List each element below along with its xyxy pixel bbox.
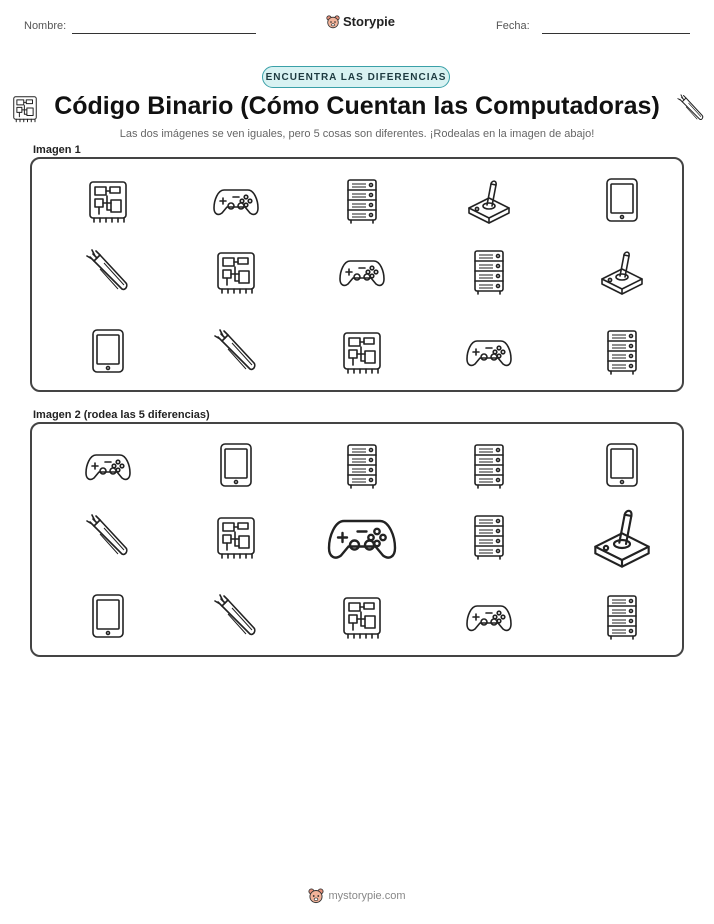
name-label: Nombre: [24,20,67,32]
gamepad-icon [465,592,513,640]
picture-item [598,176,646,224]
cable-icon [212,327,260,375]
picture-item[interactable] [84,512,132,560]
gamepad-icon [212,176,260,224]
cable-icon [84,247,132,295]
joystick-icon [465,176,513,224]
gamepad-icon [338,247,386,295]
picture-item [338,176,386,224]
picture-item[interactable] [338,441,386,489]
picture-item[interactable] [212,592,260,640]
picture-item[interactable] [326,500,398,572]
picture-item [465,247,513,295]
cable-icon [84,512,132,560]
picture-item[interactable] [84,441,132,489]
date-label: Fecha: [496,20,530,32]
picture-item [84,247,132,295]
storypie-bear-icon [308,888,324,904]
storypie-bear-icon [326,15,340,29]
picture-item [212,247,260,295]
tablet-icon [598,441,646,489]
picture-item [84,176,132,224]
picture-item[interactable] [212,512,260,560]
picture-item[interactable] [338,592,386,640]
picture-panel-1 [30,157,684,392]
server-icon [598,327,646,375]
picture-item [338,327,386,375]
server-icon [598,592,646,640]
server-icon [465,512,513,560]
server-icon [338,441,386,489]
circuit-board-icon [212,512,260,560]
title-right-icon [676,93,706,128]
name-line[interactable] [72,33,256,34]
subtitle: Las dos imágenes se ven iguales, pero 5 cosas son diferentes. ¡Rodealas en la imagen de abajo! [119,128,595,140]
picture-item[interactable] [598,441,646,489]
gamepad-icon [84,441,132,489]
picture-item [465,176,513,224]
joystick-icon [590,504,654,568]
brand-logo [326,14,395,29]
picture-item[interactable] [465,512,513,560]
circuit-board-icon [338,327,386,375]
gamepad-icon [465,327,513,375]
picture-item [212,327,260,375]
gamepad-icon [326,500,398,572]
tablet-icon [212,441,260,489]
cable-icon [212,592,260,640]
circuit-board-icon [338,592,386,640]
joystick-icon [598,247,646,295]
server-icon [338,176,386,224]
brand-name: Storypie [343,14,396,29]
circuit-board-icon [212,247,260,295]
picture-item [212,176,260,224]
picture-item [465,327,513,375]
footer [0,888,714,904]
panel-1-label: Imagen 1 [33,144,81,156]
cable-icon [676,93,706,123]
date-line[interactable] [542,33,690,34]
picture-item[interactable] [598,592,646,640]
picture-panel-2[interactable] [30,422,684,657]
badge: ENCUENTRA LAS DIFERENCIAS [262,66,450,88]
footer-url: mystorypie.com [328,890,406,902]
picture-item[interactable] [212,441,260,489]
picture-item[interactable] [465,441,513,489]
tablet-icon [84,327,132,375]
picture-item [338,247,386,295]
picture-item [598,327,646,375]
panel-2-label: Imagen 2 (rodea las 5 diferencias) [33,409,210,421]
server-icon [465,441,513,489]
picture-item[interactable] [84,592,132,640]
page-title: Código Binario (Cómo Cuentan las Computadoras) [54,92,660,120]
server-icon [465,247,513,295]
circuit-board-icon [84,176,132,224]
picture-item[interactable] [465,592,513,640]
picture-item [598,247,646,295]
tablet-icon [84,592,132,640]
picture-item[interactable] [590,504,654,568]
picture-item [84,327,132,375]
tablet-icon [598,176,646,224]
